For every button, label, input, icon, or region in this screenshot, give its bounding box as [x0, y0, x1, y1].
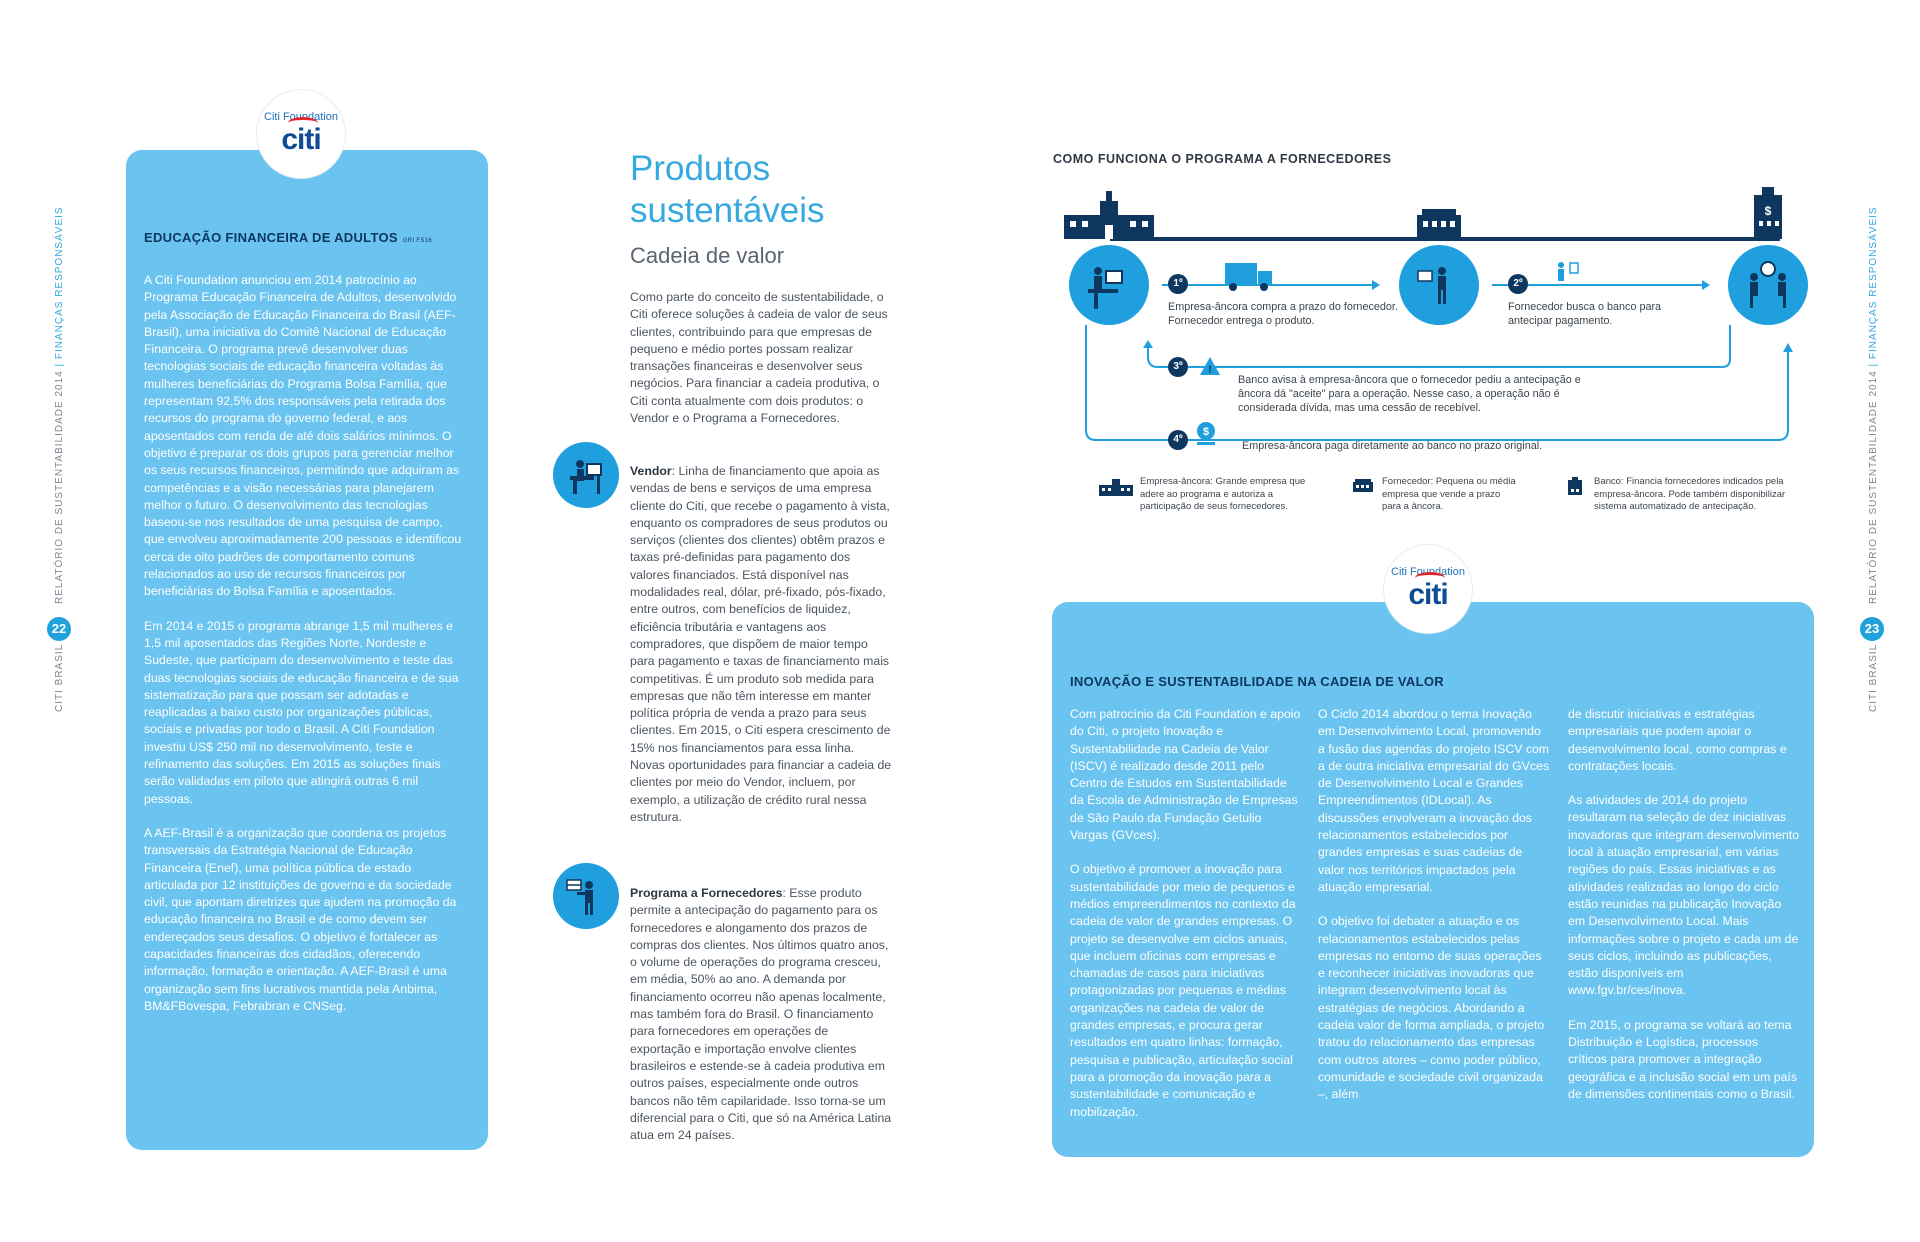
- step2-label: Fornecedor busca o banco para antecipar pagamento.: [1508, 301, 1662, 327]
- step3-badge: 3º: [1168, 357, 1188, 377]
- truck-icon: [1225, 263, 1272, 291]
- right-box-col1: [1070, 706, 1302, 1138]
- vendor-icon: [553, 442, 619, 508]
- legend-anchor-icon: [1098, 477, 1134, 497]
- left-sidebar-box: [126, 150, 488, 1150]
- right-box-paragraph: O objetivo é promover a inovação para sustentabilidade por meio de pequenos e médios empreendimentos no contexto da cadeia de valor de grandes empresas. O projeto se desenvolve em ciclos anuais, que incluem oficinas com empresas e chamadas de casos para iniciativas protagonizadas por pequenas e médias organizações na cadeia de valor de grandes empresas, e procura gerar resultados em quatro linhas: formação, pesquisa e publicação, articulação social para a promoção da inovação para a sustentabilidade e comunicação e mobilização.: [1070, 862, 1296, 1119]
- page-number-left: 22: [47, 617, 71, 641]
- right-box-paragraph: Em 2015, o programa se voltará ao tema Distribuição e Logística, processos críticos para promover a integração geográfica e a inclusão social em um país de dimensões continentais como o Brasil.: [1568, 1017, 1797, 1101]
- step4-label: Empresa-âncora paga diretamente ao banco no prazo original.: [1242, 440, 1543, 452]
- legend-anchor: Empresa-âncora: Grande empresa que adere ao programa e autoriza a participação de seus fornecedores.: [1140, 476, 1306, 512]
- step3-label: Banco avisa à empresa-âncora que o fornecedor pediu a antecipação e âncora dá "aceite" para a operação. Nesse caso, a operação não é considerada dívida, mas uma cessão de recebível.: [1238, 374, 1581, 414]
- legend-supplier-icon: [1352, 477, 1374, 493]
- legend-supplier: Fornecedor: Pequena ou média empresa que vende a prazo para a âncora.: [1382, 476, 1516, 512]
- diagram-title: COMO FUNCIONA O PROGRAMA A FORNECEDORES: [1053, 152, 1392, 166]
- svg-text:$: $: [1202, 426, 1210, 438]
- program-label: Programa a Fornecedores: [630, 886, 783, 900]
- spine-separator: |: [54, 359, 65, 367]
- right-box-paragraph: As atividades de 2014 do projeto resultaram na seleção de dez iniciativas inovadoras que integram desenvolvimento local à atuação empresarial, em várias regiões do país. Essas iniciativas e as atividades realizadas ao longo do ciclo estão reunidas na publicação Inovação em Desenvolvimento Local. Mais informações sobre o projeto e cada um de seus ciclos, incluindo as publicações, estão disponíveis em www.fgv.br/ces/inova.: [1568, 793, 1800, 998]
- logo-foundation-text: Citi Foundation: [1391, 566, 1465, 578]
- citi-arc-icon: [1415, 572, 1445, 584]
- bank-dollar-symbol: $: [1764, 204, 1772, 218]
- spine-left-report: [54, 206, 65, 604]
- step3-line: [1158, 325, 1730, 367]
- spine-section: FINANÇAS RESPONSÁVEIS: [1868, 206, 1879, 360]
- program-icon: [553, 863, 619, 929]
- alert-symbol: !: [1208, 364, 1212, 376]
- supplier-building-icon: [1417, 209, 1461, 239]
- person-document-icon: [1558, 262, 1578, 281]
- citi-foundation-logo-right: [1384, 545, 1472, 633]
- vendor-text: [630, 463, 892, 826]
- left-box-title-text: EDUCAÇÃO FINANCEIRA DE ADULTOS: [144, 230, 398, 245]
- left-box-body: [144, 272, 462, 1032]
- right-box-paragraph: O Ciclo 2014 abordou o tema Inovação em Desenvolvimento Local, promovendo a fusão das agendas do projeto ISCV com a de outra iniciativa empresarial do GVces de Desenvolvimento Local e Grandes Empreendimentos (IDLocal). As discussões envolveram a inovação dos relacionamentos estabelecidos por grandes empresas e suas cadeias de valor nos territórios impactados pela atuação empresarial.: [1318, 707, 1550, 894]
- step2-badge: 2º: [1508, 274, 1528, 294]
- vendor-paragraph: [630, 463, 892, 826]
- spine-report: RELATÓRIO DE SUSTENTABILIDADE 2014: [54, 370, 65, 604]
- intro-text: [630, 289, 892, 427]
- citi-arc-icon: [288, 117, 318, 129]
- bank-circle: [1728, 245, 1808, 325]
- logo-brand: citi: [281, 123, 321, 156]
- left-box-paragraph: A AEF-Brasil é a organização que coordena os projetos transversais da Estratégia Nacional de Educação Financeira (Enef), uma política pública de estado articulada por 12 instituições de governo e da sociedade civil, que apontam diretrizes que ajudem na promoção da educação financeira no Brasil e de como devem ser endereçados seus desafios. O objetivo é fortalecer as capacidades financeiras dos cidadãos, oferecendo informação, formação e orientação. A AEF-Brasil é uma organização sem fins lucrativos mantida pela Anbima, BM&FBovespa, Febrabran e CNSeg.: [144, 825, 457, 1013]
- gri-tag: GRI FS16: [402, 238, 432, 244]
- spine-left: [54, 644, 65, 712]
- spine-section: FINANÇAS RESPONSÁVEIS: [54, 206, 65, 360]
- logo-citi-wordmark: [1384, 580, 1472, 610]
- logo-citi-wordmark: [257, 125, 345, 155]
- legend-bank: Banco: Financia fornecedores indicados pela empresa-âncora. Pode também disponibilizar sistema automatizado de antecipação.: [1594, 476, 1786, 512]
- left-box-paragraph: A Citi Foundation anunciou em 2014 patrocínio ao Programa Educação Financeira de Adultos, desenvolvido pela Associação de Educação Financeira do Brasil (AEF-Brasil), uma iniciativa do Comitê Nacional de Educação Financeira. O programa prevê desenvolver duas tecnologias sociais de educação financeira voltadas às mulheres beneficiárias do Programa Bolsa Família, que representam 92,5% dos responsáveis pela retirada dos recursos do programa do governo federal, e aos aposentados com renda de até dois salários mínimos. O objetivo é preparar os dois grupos para gerenciar melhor os seus recursos financeiros, permitindo que adquiram as competências e a visão necessárias para planejarem melhor o futuro. O desenvolvimento das tecnologias baseou-se nos resultados de uma pesquisa de campo, que envolveu aproximadamente 200 pessoas e identificou cerca de oito padrões de comportamento comuns relacionados ao uso de recursos financeiros por beneficiárias do Bolsa Família e aposentados.: [144, 273, 462, 599]
- intro-paragraph: Como parte do conceito de sustentabilidade, o Citi oferece soluções à cadeia de valor de seus clientes, contribuindo para que empresas de pequeno e médio portes possam realizar transações financeiras e desenvolver seus negócios. Para financiar a cadeia produtiva, o Citi conta atualmente com dois produtos: o Vendor e o Programa a Fornecedores.: [630, 290, 888, 426]
- vendor-description: : Linha de financiamento que apoia as vendas de bens e serviços de uma empresa cliente do Citi, que recebe o pagamento à vista, enquanto os compradores de seus produtos ou serviços (clientes dos clientes) obtêm prazos e taxas pré-definidas para pagamento dos valores financiados. Está disponível nas modalidades real, dólar, pré-fixado, pós-fixado, entre outros, com benefícios de liquidez, eficiência tributária e vantagens aos compradores, que dispõem de maior tempo para pagamento e taxas de financiamento mais competitivas. É um produto sob medida para empresas que não têm interesse em manter política própria de venda a prazo para seus clientes. Em 2015, o Citi espera crescimento de 15% nos financiamentos para essa linha. Novas oportunidades para financiar a cadeia de clientes por meio do Vendor, incluem, por exemplo, a utilização de crédito rural nessa estrutura.: [630, 464, 892, 824]
- spine-report: RELATÓRIO DE SUSTENTABILIDADE 2014: [1868, 370, 1879, 604]
- section-title-line1: Produtos: [630, 149, 771, 188]
- step1-badge: 1º: [1168, 274, 1188, 294]
- spine-right: [1868, 644, 1879, 712]
- right-box-paragraph: Com patrocínio da Citi Foundation e apoio do Citi, o projeto Inovação e Sustentabilidade na Cadeia de Valor (ISCV) é realizado desde 2011 pelo Centro de Estudos em Sustentabilidade da Escola de Administração de Empresas de São Paulo da Fundação Getulio Vargas (GVces).: [1070, 707, 1301, 843]
- logo-brand: citi: [1408, 578, 1448, 611]
- coin-icon: [1197, 422, 1215, 445]
- left-box-title: [144, 230, 432, 245]
- vendor-label: Vendor: [630, 464, 672, 478]
- legend-bank-icon: [1566, 476, 1584, 496]
- page-number-right: 23: [1860, 617, 1884, 641]
- spine-separator: |: [1868, 359, 1879, 367]
- anchor-building-icon: [1064, 191, 1154, 239]
- spine-brand: CITI BRASIL: [54, 643, 65, 712]
- right-box-paragraph: de discutir iniciativas e estratégias empresariais que podem apoiar o desenvolvimento local, como compras e contratações locais.: [1568, 707, 1787, 773]
- program-paragraph: [630, 885, 892, 1144]
- section-title-line2: sustentáveis: [630, 191, 825, 230]
- step3-return-line: [1148, 345, 1158, 367]
- program-text: [630, 885, 892, 1144]
- right-box-paragraph: O objetivo foi debater a atuação e os relacionamentos estabelecidos pelas empresas no entorno de suas operações e reconhecer iniciativas inovadoras que integram desenvolvimento local às estratégias de negócios. Abordando a cadeia valor de forma ampliada, o projeto tratou do relacionamento das empresas com outros atores – como poder público, comunidade e sociedade civil organizada –, além: [1318, 914, 1545, 1102]
- section-subtitle: Cadeia de valor: [630, 243, 785, 268]
- section-title: [630, 148, 825, 232]
- right-box-col3: [1568, 706, 1800, 1120]
- right-box-title: INOVAÇÃO E SUSTENTABILIDADE NA CADEIA DE VALOR: [1070, 674, 1444, 689]
- step4-badge: 4º: [1168, 430, 1188, 450]
- citi-foundation-logo-left: [257, 90, 345, 178]
- left-box-paragraph: Em 2014 e 2015 o programa abrange 1,5 mil mulheres e 1,5 mil aposentados das Regiões Norte, Nordeste e Sudeste, que participam do desenvolvimento e teste das duas tecnologias sociais de educação financeira e de sua sistematização para que possam ser adotadas e reaplicadas a baixo custo por organizações públicas, sociais e privadas por todo o Brasil. A Citi Foundation investiu US$ 250 mil no desenvolvimento, teste e refinamento das soluções. Em 2015 as soluções finais serão validadas em piloto que atingirá outras 6 mil pessoas.: [144, 618, 459, 806]
- program-description: : Esse produto permite a antecipação do pagamento para os fornecedores e alongamento dos prazos de compras dos clientes. Nos últimos quatro anos, o volume de operações do programa cresceu, em média, 50% ao ano. A demanda por financiamento ocorreu não apenas localmente, mas também fora do Brasil. O financiamento para fornecedores em operações de exportação e importação envolve clientes brasileiros e estende-se à cadeia produtiva em outros países, especialmente onde outros bancos não têm capilaridade. Isso torna-se um diferencial para o Citi, que só na América Latina atua em 24 países.: [630, 886, 892, 1143]
- logo-foundation-text: Citi Foundation: [264, 111, 338, 123]
- right-box-col2: [1318, 706, 1550, 1121]
- anchor-circle: [1069, 245, 1149, 325]
- spine-brand: CITI BRASIL: [1868, 643, 1879, 712]
- step1-label: Empresa-âncora compra a prazo do fornecedor. Fornecedor entrega o produto.: [1168, 301, 1398, 327]
- spine-right-report: [1868, 206, 1879, 604]
- right-feature-box: [1052, 602, 1814, 1157]
